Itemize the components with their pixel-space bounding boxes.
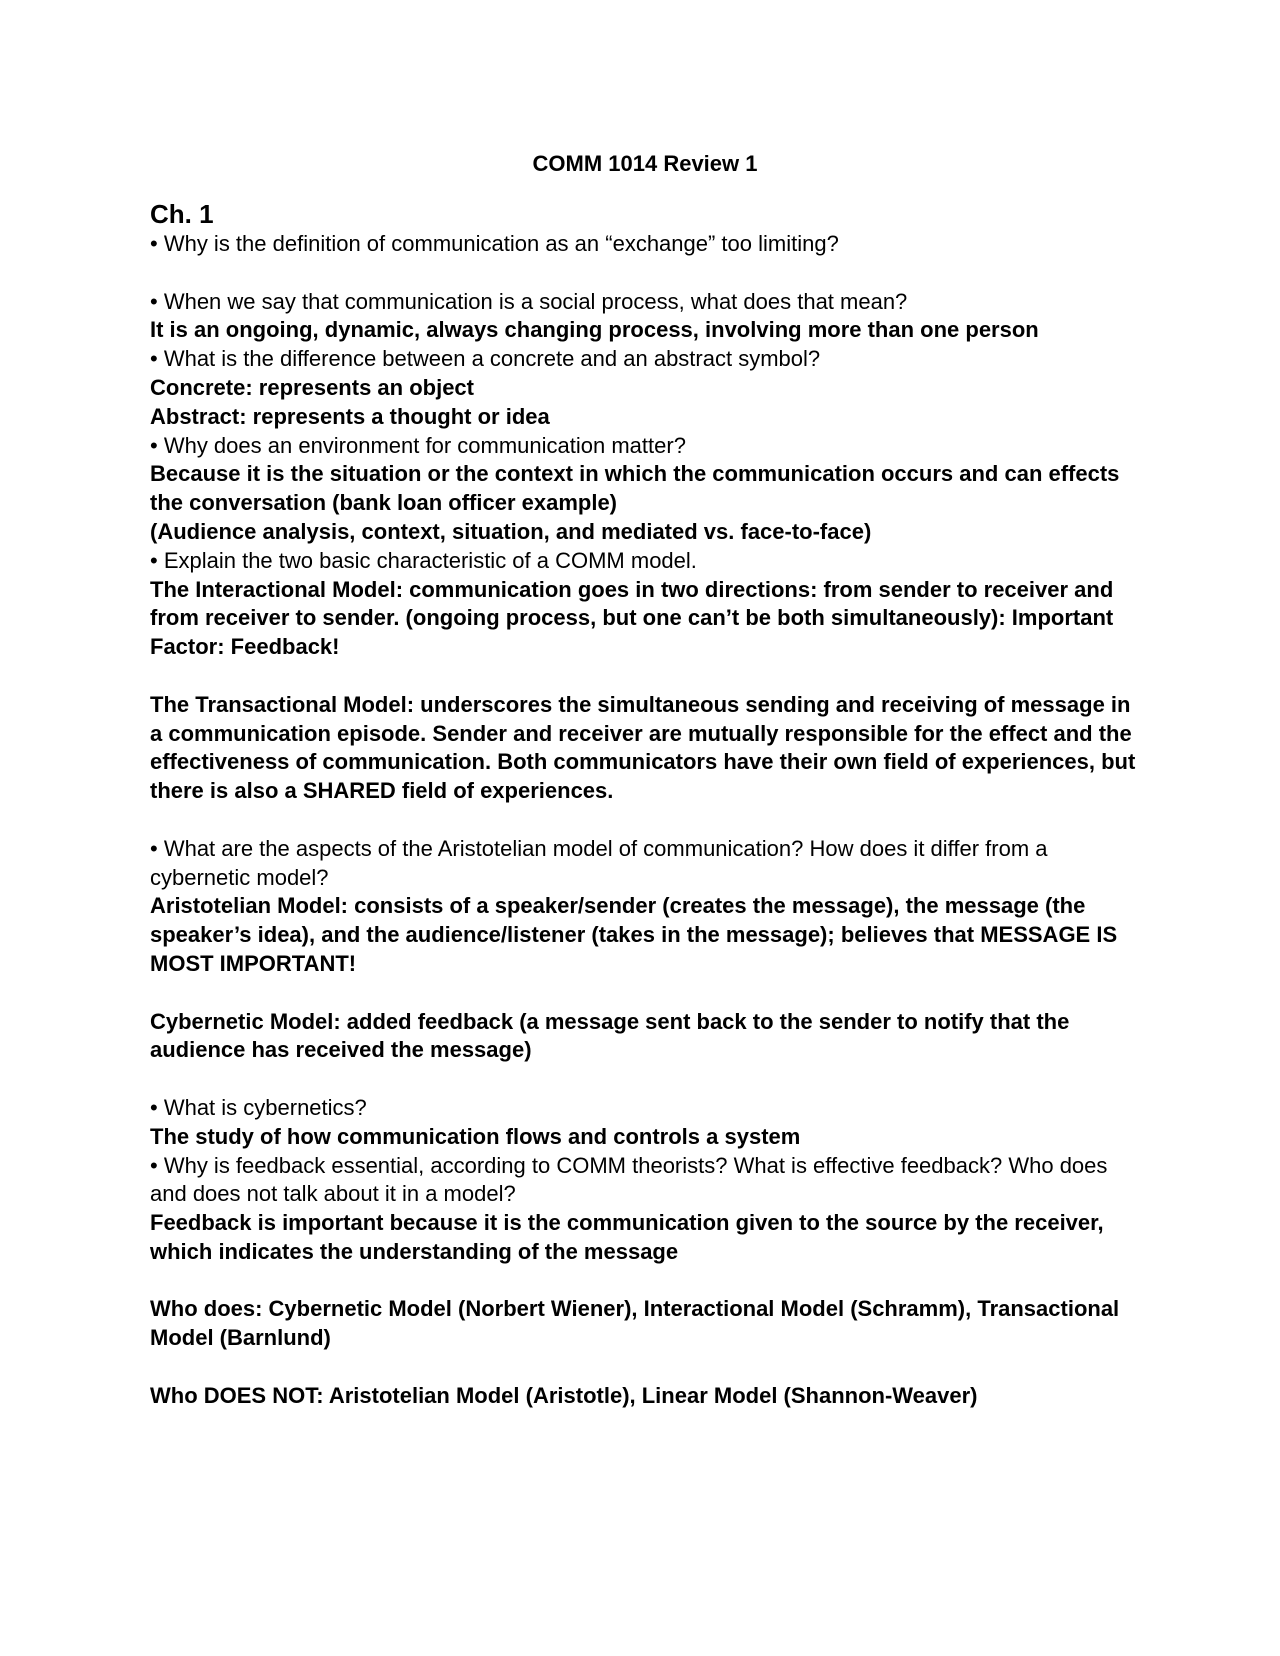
answer-cybernetics: The study of how communication flows and controls a system: [150, 1123, 801, 1149]
blank-line: [150, 1267, 1140, 1296]
answer-concrete: Concrete: represents an object: [150, 374, 474, 400]
answer-environment-note: (Audience analysis, context, situation, and mediated vs. face-to-face): [150, 518, 872, 544]
answer-who-does: Who does: Cybernetic Model (Norbert Wiener), Interactional Model (Schramm), Transactional Model (Barnlund): [150, 1296, 1120, 1351]
blank-line: [150, 979, 1140, 1008]
blank-line: [150, 662, 1140, 691]
answer-cybernetic: Cybernetic Model: added feedback (a message sent back to the sender to notify that the audience has received the message): [150, 1008, 1070, 1063]
document-title: COMM 1014 Review 1: [532, 151, 758, 176]
question-cybernetics: • What is cybernetics?: [150, 1094, 367, 1120]
question-aristotelian: • What are the aspects of the Aristotelian model of communication? How does it differ from a cybernetic model?: [150, 835, 1048, 890]
question-social-process: • When we say that communication is a social process, what does that mean?: [150, 288, 908, 314]
answer-transactional-model: The Transactional Model: underscores the simultaneous sending and receiving of message in a communication episode. Sender and receiver are mutually responsible for the effect and the effectiveness of communication. Both communicators have their own field of experiences, but there is also a SHARED field of experiences.: [150, 691, 1136, 804]
question-environment: • Why does an environment for communication matter?: [150, 432, 686, 458]
answer-who-does-not: Who DOES NOT: Aristotelian Model (Aristotle), Linear Model (Shannon-Weaver): [150, 1382, 978, 1408]
blank-line: [150, 806, 1140, 835]
document-page: [150, 140, 1140, 1411]
answer-social-process: It is an ongoing, dynamic, always changing process, involving more than one person: [150, 317, 1039, 343]
question-comm-model: • Explain the two basic characteristic of a COMM model.: [150, 547, 697, 573]
answer-aristotelian: Aristotelian Model: consists of a speaker/sender (creates the message), the message (the speaker’s idea), and the audience/listener (takes in the message); believes that MESSAGE IS MOST IMPORTANT!: [150, 893, 1118, 976]
question-feedback: • Why is feedback essential, according to COMM theorists? What is effective feedback? Who does and does not talk about it in a model?: [150, 1152, 1108, 1207]
question-exchange-definition: • Why is the definition of communication as an “exchange” too limiting?: [150, 231, 839, 256]
answer-abstract: Abstract: represents a thought or idea: [150, 403, 550, 429]
blank-line: [150, 1353, 1140, 1382]
answer-feedback: Feedback is important because it is the communication given to the source by the receiver, which indicates the understanding of the message: [150, 1210, 1104, 1264]
answer-interactional-model: The Interactional Model: communication goes in two directions: from sender to receiver and from receiver to sender. (ongoing process, but one can’t be both simultaneously): Important Factor: Feedback!: [150, 576, 1114, 660]
blank-line: [150, 259, 1140, 288]
answer-environment: Because it is the situation or the context in which the communication occurs and can effects the conversation (bank loan officer example): [150, 461, 1120, 516]
chapter-heading: Ch. 1: [150, 199, 214, 229]
question-concrete-abstract: • What is the difference between a concrete and an abstract symbol?: [150, 346, 821, 372]
blank-line: [150, 1065, 1140, 1094]
